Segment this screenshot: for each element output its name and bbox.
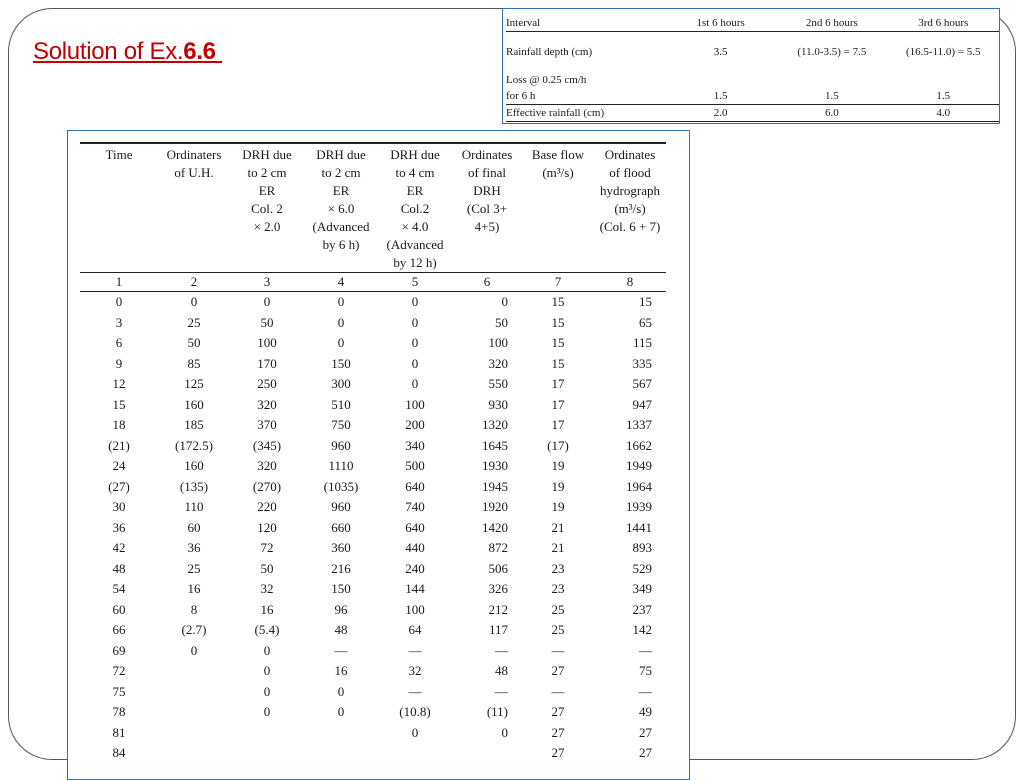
cell-base-flow: 27	[551, 704, 565, 720]
cell-flood-hydrograph: 237	[632, 601, 652, 617]
rainfall-cell	[665, 72, 776, 88]
cell-drh-6cm	[304, 723, 378, 744]
rainfall-header-cell: 1st 6 hours	[665, 15, 776, 32]
cell-drh-2cm: (5.4)	[254, 622, 280, 638]
cell-final-drh: 1645	[482, 437, 508, 453]
rainfall-row	[506, 88, 999, 105]
cell-final-drh: 326	[488, 581, 508, 597]
cell-flood-hydrograph: 75	[639, 663, 652, 679]
rainfall-cell: for 6 h	[506, 88, 665, 105]
rainfall-header-row	[506, 15, 999, 32]
cell-time: 3	[115, 314, 123, 330]
cell-final-drh: 50	[495, 314, 508, 330]
table-row	[80, 518, 666, 539]
cell-final-drh: 872	[488, 540, 508, 556]
cell-drh-6cm: (1035)	[323, 478, 359, 494]
header-drh-2cm: DRH due to 2 cm ER Col. 2 × 2.0	[230, 143, 304, 273]
table-row	[80, 415, 666, 436]
cell-base-flow: 19	[551, 478, 565, 494]
rainfall-cell: (16.5-11.0) = 5.5	[905, 46, 981, 58]
cell-time: (21)	[108, 437, 130, 453]
rainfall-table	[506, 15, 999, 122]
cell-uh	[158, 743, 230, 764]
cell-drh-6cm: 0	[337, 314, 345, 330]
cell-uh: 60	[187, 519, 201, 535]
cell-drh-4cm: —	[408, 642, 422, 658]
cell-final-drh: —	[495, 683, 508, 699]
table-row	[80, 600, 666, 621]
cell-drh-2cm: 16	[260, 601, 274, 617]
cell-time: 24	[112, 458, 126, 474]
cell-base-flow: 19	[551, 458, 565, 474]
cell-drh-2cm: 50	[260, 560, 274, 576]
cell-drh-4cm: 0	[411, 355, 419, 371]
rainfall-cell: Rainfall depth (cm)	[506, 46, 593, 58]
table-row	[80, 333, 666, 354]
cell-final-drh: 930	[488, 396, 508, 412]
cell-base-flow: 21	[551, 519, 565, 535]
cell-uh	[158, 723, 230, 744]
table-row	[80, 313, 666, 334]
cell-base-flow: 15	[551, 294, 565, 310]
cell-final-drh: 1420	[482, 519, 508, 535]
table-row	[80, 559, 666, 580]
cell-final-drh: 506	[488, 560, 508, 576]
cell-uh: 185	[184, 417, 204, 433]
cell-time: 75	[112, 683, 126, 699]
cell-drh-6cm: 300	[331, 376, 351, 392]
table-row	[80, 395, 666, 416]
header-drh-6cm: DRH due to 2 cm ER × 6.0 (Advanced by 6 h)	[304, 143, 378, 273]
cell-base-flow: 15	[551, 335, 565, 351]
column-number: 7	[522, 273, 594, 292]
rainfall-table-panel	[502, 8, 1000, 124]
cell-time: 30	[112, 499, 126, 515]
cell-drh-4cm: 32	[408, 663, 422, 679]
cell-drh-6cm: 96	[334, 601, 348, 617]
cell-flood-hydrograph: 115	[632, 335, 652, 351]
cell-final-drh: 212	[488, 601, 508, 617]
cell-drh-2cm: (270)	[252, 478, 282, 494]
cell-flood-hydrograph: 1337	[626, 417, 652, 433]
cell-time: 66	[112, 622, 126, 638]
rainfall-cell: 3.5	[713, 46, 728, 58]
cell-drh-2cm: 100	[257, 335, 277, 351]
column-number: 8	[594, 273, 666, 292]
cell-drh-4cm: (10.8)	[399, 704, 431, 720]
rainfall-header-cell: Interval	[506, 15, 665, 32]
cell-drh-6cm	[304, 743, 378, 764]
cell-time: 72	[112, 663, 126, 679]
cell-drh-4cm: 0	[411, 335, 419, 351]
cell-time: 84	[112, 745, 126, 761]
cell-drh-6cm: —	[334, 642, 348, 658]
cell-uh: 36	[187, 540, 201, 556]
cell-drh-4cm: 440	[405, 540, 425, 556]
rainfall-cell: 1.5	[776, 88, 887, 105]
cell-flood-hydrograph: 349	[632, 581, 652, 597]
cell-flood-hydrograph: 142	[632, 622, 652, 638]
table-row	[80, 374, 666, 395]
table-row	[80, 354, 666, 375]
cell-flood-hydrograph: 27	[639, 745, 652, 761]
cell-uh: 25	[187, 560, 201, 576]
cell-flood-hydrograph: 65	[639, 314, 652, 330]
cell-uh: (172.5)	[175, 437, 213, 453]
title-number: 6.6	[183, 38, 223, 65]
cell-base-flow: 27	[551, 663, 565, 679]
slide-title	[33, 38, 222, 66]
cell-time: 48	[112, 560, 126, 576]
cell-base-flow: 17	[551, 376, 565, 392]
cell-drh-4cm: 0	[411, 294, 419, 310]
cell-time: 60	[112, 601, 126, 617]
cell-final-drh: 550	[488, 376, 508, 392]
cell-drh-4cm: 200	[405, 417, 425, 433]
cell-uh: 160	[184, 396, 204, 412]
table-row	[80, 456, 666, 477]
table-row	[80, 620, 666, 641]
cell-base-flow: 23	[551, 560, 565, 576]
cell-flood-hydrograph: 893	[632, 540, 652, 556]
cell-uh: 16	[187, 581, 201, 597]
rainfall-spacer	[506, 60, 999, 72]
cell-uh: 85	[187, 355, 201, 371]
cell-time: 9	[115, 355, 123, 371]
cell-final-drh: 0	[501, 294, 508, 310]
rainfall-cell: Loss @ 0.25 cm/h	[506, 74, 587, 86]
cell-time: 54	[112, 581, 126, 597]
cell-drh-4cm: —	[408, 683, 422, 699]
cell-drh-4cm: 240	[405, 560, 425, 576]
cell-time: 42	[112, 540, 126, 556]
cell-time: 81	[112, 724, 126, 740]
rainfall-cell: (11.0-3.5) = 7.5	[797, 46, 867, 58]
cell-drh-2cm: 320	[257, 458, 277, 474]
rainfall-spacer	[506, 32, 999, 45]
cell-drh-4cm: 740	[405, 499, 425, 515]
cell-final-drh: 117	[488, 622, 508, 638]
rainfall-cell: 6.0	[776, 105, 887, 122]
cell-drh-2cm: 50	[260, 314, 274, 330]
cell-final-drh: 320	[488, 355, 508, 371]
cell-time: 69	[112, 642, 126, 658]
cell-final-drh	[452, 743, 522, 764]
table-row	[80, 477, 666, 498]
cell-flood-hydrograph: —	[639, 683, 652, 699]
cell-drh-4cm: 500	[405, 458, 425, 474]
cell-drh-6cm: 360	[331, 540, 351, 556]
cell-drh-2cm: 0	[263, 294, 271, 310]
cell-base-flow: 27	[551, 724, 565, 740]
cell-drh-6cm: 216	[331, 560, 351, 576]
cell-uh: (2.7)	[181, 622, 207, 638]
cell-time: (27)	[108, 478, 130, 494]
cell-base-flow: 15	[551, 355, 565, 371]
cell-drh-6cm: 48	[334, 622, 348, 638]
cell-drh-2cm: 170	[257, 355, 277, 371]
cell-final-drh: 48	[495, 663, 508, 679]
column-number: 4	[304, 273, 378, 292]
cell-drh-4cm	[378, 743, 452, 764]
cell-uh: 8	[190, 601, 198, 617]
cell-time: 0	[115, 294, 123, 310]
rainfall-cell: Effective rainfall (cm)	[506, 105, 665, 122]
rainfall-row	[506, 72, 999, 88]
cell-uh: 110	[184, 499, 204, 515]
cell-final-drh: (11)	[486, 704, 508, 720]
column-number: 5	[378, 273, 452, 292]
cell-flood-hydrograph: 947	[632, 396, 652, 412]
cell-uh: 0	[190, 642, 198, 658]
cell-drh-6cm: 960	[331, 437, 351, 453]
table-row	[80, 497, 666, 518]
cell-uh: 25	[187, 314, 201, 330]
cell-time: 18	[112, 417, 126, 433]
header-time: Time	[80, 143, 158, 273]
title-prefix: Solution of Ex.	[33, 38, 184, 65]
cell-uh: 160	[184, 458, 204, 474]
table-row	[80, 743, 666, 764]
cell-final-drh: 1320	[482, 417, 508, 433]
cell-drh-2cm: 320	[257, 396, 277, 412]
rainfall-row	[506, 105, 999, 122]
cell-drh-4cm: 340	[405, 437, 425, 453]
table-row	[80, 661, 666, 682]
cell-base-flow: 21	[551, 540, 565, 556]
cell-drh-2cm: 72	[260, 540, 274, 556]
rainfall-cell	[888, 72, 999, 88]
rainfall-row	[506, 44, 999, 60]
cell-flood-hydrograph: 1662	[626, 437, 652, 453]
cell-drh-6cm: 750	[331, 417, 351, 433]
cell-time: 15	[112, 396, 126, 412]
cell-drh-4cm: 0	[411, 314, 419, 330]
cell-base-flow: 19	[551, 499, 565, 515]
cell-flood-hydrograph: —	[639, 642, 652, 658]
cell-flood-hydrograph: 1949	[626, 458, 652, 474]
table-row	[80, 538, 666, 559]
cell-drh-2cm: 0	[263, 642, 271, 658]
cell-drh-6cm: 0	[337, 704, 345, 720]
hydrograph-table-panel	[67, 130, 690, 780]
rainfall-spacer-row	[506, 60, 999, 72]
hydrograph-table-body	[80, 292, 666, 764]
rainfall-header-cell: 3rd 6 hours	[888, 15, 999, 32]
header-uh-ordinates: Ordinaters of U.H.	[158, 143, 230, 273]
rainfall-header-cell: 2nd 6 hours	[776, 15, 887, 32]
cell-time: 36	[112, 519, 126, 535]
cell-base-flow: —	[551, 642, 565, 658]
cell-final-drh: —	[495, 642, 508, 658]
table-row	[80, 682, 666, 703]
cell-base-flow: 17	[551, 396, 565, 412]
cell-base-flow: 27	[551, 745, 565, 761]
cell-base-flow: 17	[551, 417, 565, 433]
cell-drh-6cm: 660	[331, 519, 351, 535]
cell-uh	[158, 702, 230, 723]
cell-drh-4cm: 144	[405, 581, 425, 597]
cell-flood-hydrograph: 1441	[626, 519, 652, 535]
cell-drh-2cm: 0	[263, 683, 271, 699]
cell-base-flow: 25	[551, 622, 565, 638]
cell-drh-6cm: 1110	[328, 458, 354, 474]
cell-drh-6cm: 150	[331, 355, 351, 371]
cell-drh-4cm: 0	[411, 376, 419, 392]
cell-drh-2cm: 250	[257, 376, 277, 392]
cell-flood-hydrograph: 1939	[626, 499, 652, 515]
cell-uh: 125	[184, 376, 204, 392]
cell-flood-hydrograph: 567	[632, 376, 652, 392]
cell-drh-6cm: 510	[331, 396, 351, 412]
cell-time: 78	[112, 704, 126, 720]
cell-flood-hydrograph: 27	[639, 724, 652, 740]
cell-drh-2cm	[230, 743, 304, 764]
cell-base-flow: (17)	[547, 437, 569, 453]
cell-drh-6cm: 0	[337, 294, 345, 310]
cell-drh-2cm: 370	[257, 417, 277, 433]
cell-flood-hydrograph: 49	[639, 704, 652, 720]
rainfall-cell: 1.5	[888, 88, 999, 105]
cell-final-drh: 1945	[482, 478, 508, 494]
table-row	[80, 579, 666, 600]
cell-uh	[158, 661, 230, 682]
cell-uh: 0	[190, 294, 198, 310]
column-number-row	[80, 273, 666, 292]
cell-base-flow: 23	[551, 581, 565, 597]
cell-flood-hydrograph: 529	[632, 560, 652, 576]
cell-base-flow: 25	[551, 601, 565, 617]
hydrograph-table	[80, 142, 666, 764]
cell-drh-4cm: 100	[405, 396, 425, 412]
cell-drh-2cm	[230, 723, 304, 744]
column-number: 1	[80, 273, 158, 292]
column-number: 2	[158, 273, 230, 292]
cell-final-drh: 1930	[482, 458, 508, 474]
cell-drh-2cm: 0	[263, 704, 271, 720]
hydrograph-header-row	[80, 143, 666, 273]
cell-drh-2cm: 120	[257, 519, 277, 535]
table-row	[80, 723, 666, 744]
column-number: 3	[230, 273, 304, 292]
column-number: 6	[452, 273, 522, 292]
table-row	[80, 292, 666, 313]
rainfall-cell	[776, 72, 887, 88]
cell-flood-hydrograph: 335	[632, 355, 652, 371]
cell-uh	[158, 682, 230, 703]
cell-time: 6	[115, 335, 123, 351]
cell-drh-4cm: 64	[408, 622, 422, 638]
cell-final-drh: 1920	[482, 499, 508, 515]
header-base-flow: Base flow (m³/s)	[522, 143, 594, 273]
cell-flood-hydrograph: 15	[639, 294, 652, 310]
header-drh-4cm: DRH due to 4 cm ER Col.2 × 4.0 (Advanced by 12 h)	[378, 143, 452, 273]
cell-drh-4cm: 0	[411, 724, 419, 740]
rainfall-cell: 2.0	[665, 105, 776, 122]
cell-time: 12	[112, 376, 126, 392]
rainfall-cell: 1.5	[665, 88, 776, 105]
table-row	[80, 436, 666, 457]
table-row	[80, 641, 666, 662]
cell-uh: (135)	[179, 478, 209, 494]
cell-drh-2cm: (345)	[252, 437, 282, 453]
rainfall-spacer-row	[506, 32, 999, 45]
cell-flood-hydrograph: 1964	[626, 478, 652, 494]
cell-base-flow: —	[551, 683, 565, 699]
cell-drh-6cm: 0	[337, 683, 345, 699]
cell-drh-2cm: 0	[263, 663, 271, 679]
header-flood-hydrograph: Ordinates of flood hydrograph (m³/s) (Col. 6 + 7)	[594, 143, 666, 273]
cell-drh-6cm: 150	[331, 581, 351, 597]
cell-base-flow: 15	[551, 314, 565, 330]
cell-drh-2cm: 220	[257, 499, 277, 515]
cell-final-drh: 0	[501, 724, 508, 740]
header-final-drh: Ordinates of final DRH (Col 3+ 4+5)	[452, 143, 522, 273]
cell-drh-4cm: 100	[405, 601, 425, 617]
rainfall-cell: 4.0	[888, 105, 999, 122]
cell-uh: 50	[187, 335, 201, 351]
table-row	[80, 702, 666, 723]
cell-drh-6cm: 0	[337, 335, 345, 351]
cell-drh-6cm: 16	[334, 663, 348, 679]
cell-drh-4cm: 640	[405, 478, 425, 494]
cell-drh-4cm: 640	[405, 519, 425, 535]
cell-drh-6cm: 960	[331, 499, 351, 515]
cell-final-drh: 100	[488, 335, 508, 351]
cell-drh-2cm: 32	[260, 581, 274, 597]
